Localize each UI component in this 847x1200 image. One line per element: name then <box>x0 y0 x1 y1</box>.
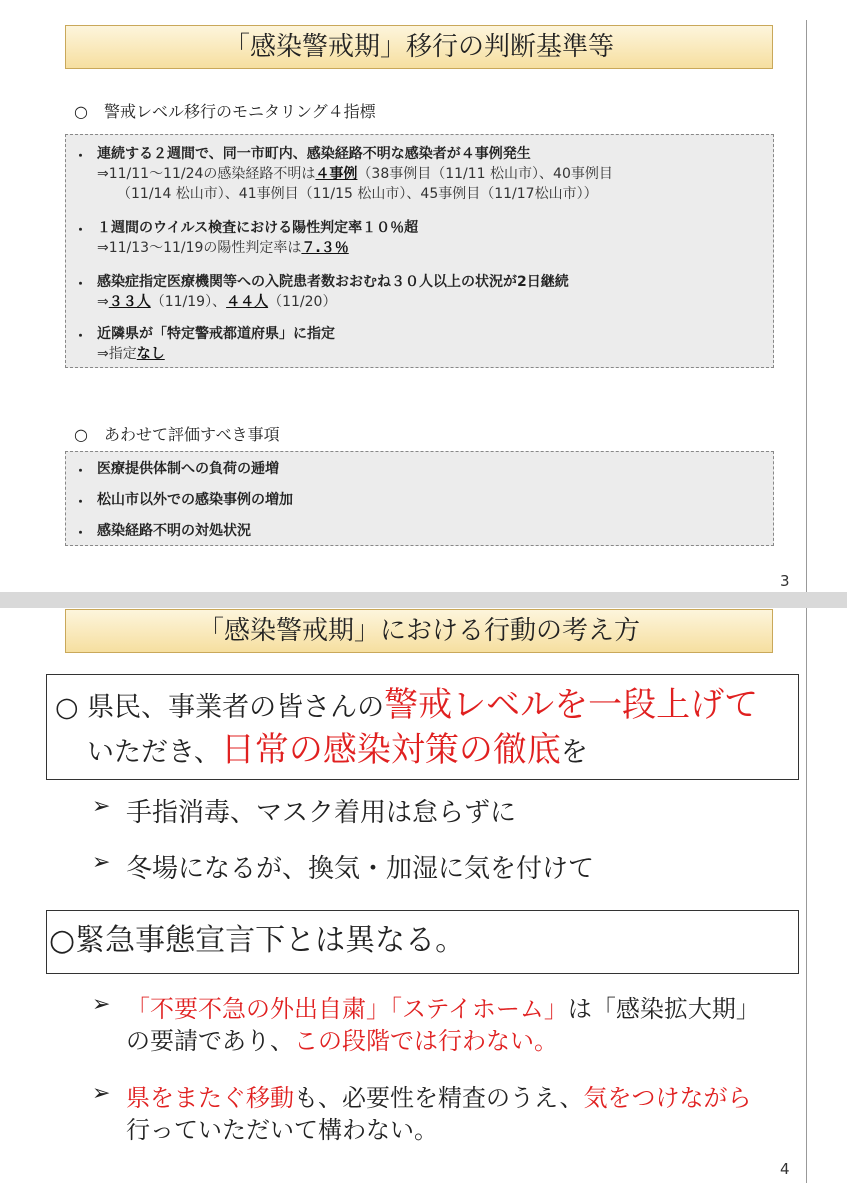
key-message-line2 <box>87 730 588 773</box>
bullet: ・ <box>74 149 88 164</box>
bullet: ・ <box>74 277 88 292</box>
evaluation-item: 感染経路不明の対処状況 <box>97 523 251 539</box>
indicator-2-text: ⇒11/13～11/19の陽性判定率は <box>97 240 302 256</box>
indicator-4-detail <box>97 343 165 363</box>
action-item-stay-home-line2 <box>126 1021 558 1056</box>
arrow-bullet-icon: ➢ <box>92 794 111 819</box>
key-message-text: いただき、 <box>87 737 221 768</box>
evaluation-item: 医療提供体制への負荷の逓増 <box>97 461 279 477</box>
evaluation-box <box>65 451 774 546</box>
indicator-2-detail <box>97 237 349 257</box>
indicator-2-head: １週間のウイルス検査における陽性判定率１０％超 <box>97 220 419 236</box>
bullet: ・ <box>74 464 88 479</box>
indicator-4-value: なし <box>136 346 165 362</box>
key-message-highlight: 警戒レベルを一段上げて <box>384 685 759 725</box>
key-message-line1 <box>55 685 758 728</box>
arrow-bullet-icon: ➢ <box>92 850 111 875</box>
indicator-3-detail <box>97 291 336 311</box>
stay-home-text: の要請であり、 <box>126 1027 294 1055</box>
page-number: 3 <box>780 572 790 590</box>
indicator-3-text: ⇒ <box>97 294 109 310</box>
page-separator <box>0 592 847 608</box>
key-message-text: ○ 県民、事業者の皆さんの <box>55 692 385 723</box>
page-number: 4 <box>780 1160 790 1178</box>
evaluation-section-label: ○ あわせて評価すべき事項 <box>74 425 280 444</box>
bullet: ・ <box>74 526 88 541</box>
action-item-travel-line1 <box>126 1078 751 1113</box>
page-edge-line <box>806 608 807 1183</box>
indicator-3-value-a: ３３人 <box>108 294 151 310</box>
indicator-4-text: ⇒指定 <box>97 346 137 362</box>
bullet: ・ <box>74 329 88 344</box>
monitoring-section-label: ○ 警戒レベル移行のモニタリング４指標 <box>74 102 376 121</box>
travel-highlight: 県をまたぐ移動 <box>126 1084 294 1112</box>
stay-home-text: は「感染拡大期」 <box>567 995 760 1023</box>
arrow-bullet-icon: ➢ <box>92 1081 111 1106</box>
indicator-1-head: 連続する２週間で、同一市町内、感染経路不明な感染者が４事例発生 <box>97 146 531 162</box>
stay-home-highlight: この段階では行わない。 <box>294 1027 558 1055</box>
emergency-note: ○緊急事態宣言下とは異なる。 <box>49 923 466 958</box>
indicator-3-text-post: （11/20） <box>268 294 337 310</box>
evaluation-item: 松山市以外での感染事例の増加 <box>97 492 293 508</box>
key-message-box <box>46 674 799 780</box>
action-item-stay-home-line1 <box>126 989 760 1024</box>
slide3-title: 「感染警戒期」移行の判断基準等 <box>65 25 773 69</box>
indicator-2-value: ７.３％ <box>301 240 349 256</box>
indicator-3-value-b: ４４人 <box>226 294 269 310</box>
indicator-3-head: 感染症指定医療機関等への入院患者数おおむね３０人以上の状況が2日継続 <box>97 274 569 290</box>
indicator-1-value: ４事例 <box>315 166 358 182</box>
indicator-1-text-post: （38事例目（11/11 松山市）、40事例目 <box>357 166 613 182</box>
indicator-1-detail <box>97 163 613 183</box>
indicator-3-text-mid: （11/19）、 <box>150 294 227 310</box>
key-message-text-post: を <box>560 737 588 768</box>
action-item-ventilation: 冬場になるが、換気・加湿に気を付けて <box>126 854 595 884</box>
bullet: ・ <box>74 495 88 510</box>
action-item-hand-hygiene: 手指消毒、マスク着用は怠らずに <box>126 798 517 828</box>
indicators-box <box>65 134 774 368</box>
travel-highlight: 気をつけながら <box>583 1084 752 1112</box>
indicator-1-detail-line2: （11/14 松山市）、41事例目（11/15 松山市）、45事例目（11/17松山市）） <box>117 186 598 202</box>
bullet: ・ <box>74 223 88 238</box>
key-message-highlight: 日常の感染対策の徹底 <box>220 730 561 770</box>
arrow-bullet-icon: ➢ <box>92 992 111 1017</box>
indicator-4-head: 近隣県が「特定警戒都道府県」に指定 <box>97 326 335 342</box>
travel-text: も、必要性を精査のうえ、 <box>294 1084 584 1112</box>
page-edge-line <box>806 20 807 592</box>
emergency-note-box <box>46 910 799 974</box>
stay-home-highlight: 「不要不急の外出自粛」「ステイホーム」 <box>126 995 568 1023</box>
action-item-travel-line2: 行っていただいて構わない。 <box>126 1116 438 1144</box>
slide4-title: 「感染警戒期」における行動の考え方 <box>65 609 773 653</box>
indicator-1-text: ⇒11/11～11/24の感染経路不明は <box>97 166 316 182</box>
